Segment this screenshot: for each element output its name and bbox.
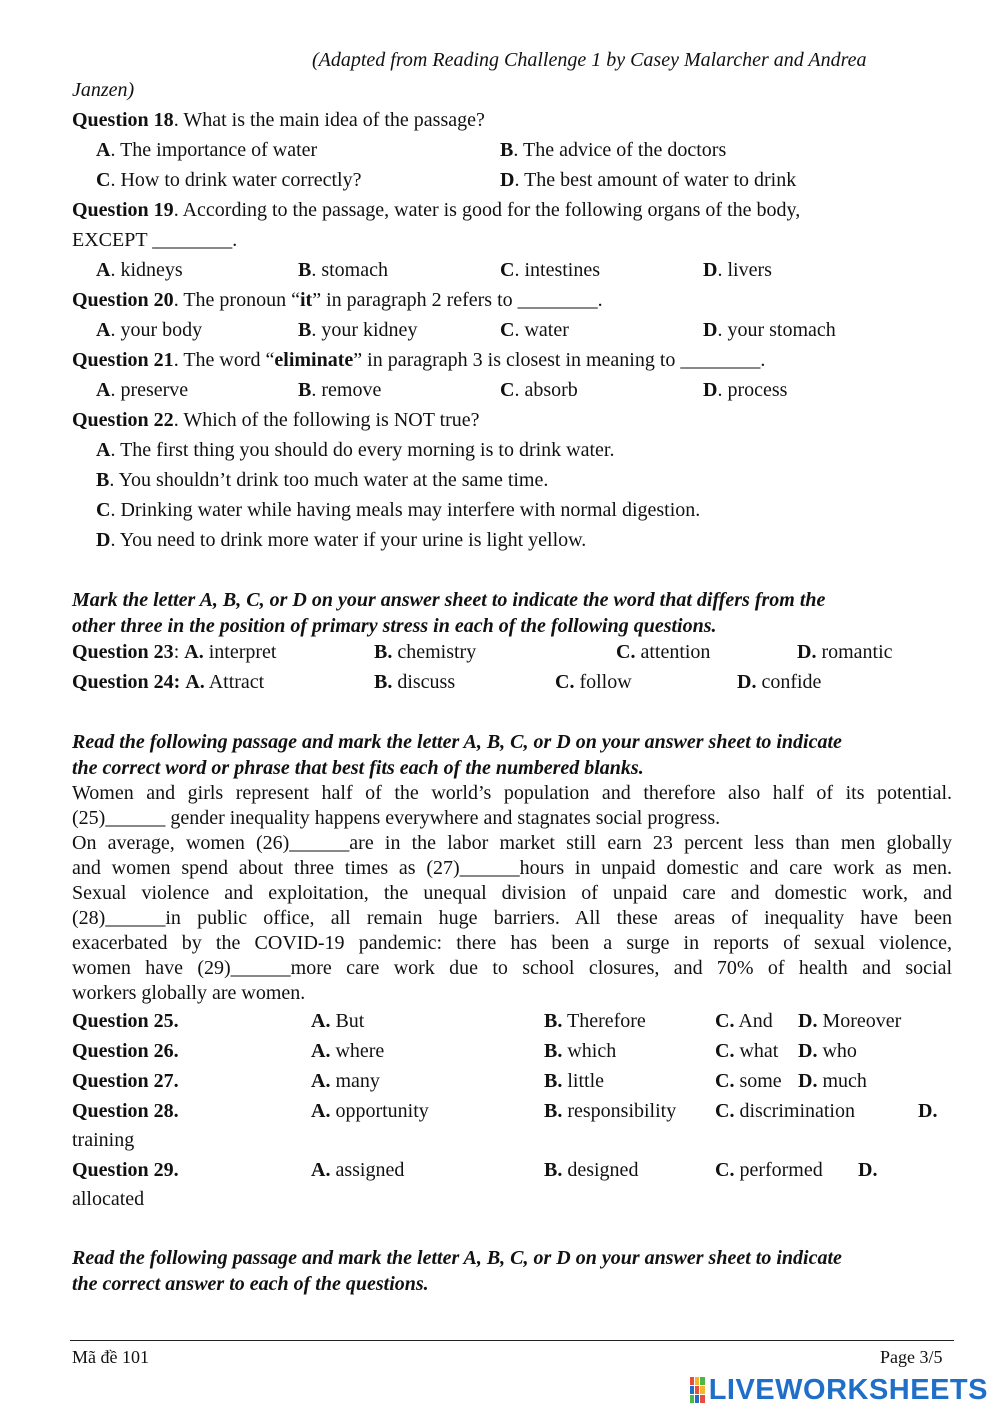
page-number: Page 3/5 (880, 1347, 943, 1367)
option-text: . The advice of the doctors (513, 139, 727, 161)
option-a[interactable] (311, 1009, 364, 1033)
option-letter: A (96, 379, 111, 401)
liveworksheets-mark-icon (690, 1377, 705, 1403)
option-b[interactable] (544, 1039, 616, 1063)
stress-instruction-line-1: Mark the letter A, B, C, or D on your answer sheet to indicate the word that differs from the (72, 589, 826, 611)
question-text: ” in paragraph 2 refers to ________. (312, 289, 603, 311)
question-21 (72, 348, 765, 372)
option-text: . intestines (514, 259, 600, 281)
option-text: . water (514, 319, 569, 341)
option-letter: C (500, 379, 515, 401)
question-text: ” in paragraph 3 is closest in meaning to ________. (353, 349, 766, 371)
option-text: . kidneys (110, 259, 183, 281)
option-d[interactable] (918, 1099, 937, 1123)
option-letter: D. (918, 1100, 938, 1122)
option-letter: A. (184, 641, 204, 663)
option-letter: C (96, 499, 111, 521)
cloze-instruction-line-1: Read the following passage and mark the letter A, B, C, or D on your answer sheet to indicate (72, 731, 842, 753)
option-letter: B. (544, 1010, 563, 1032)
option-text: where (330, 1040, 385, 1062)
option-letter: A. (311, 1100, 331, 1122)
option-letter: D (703, 319, 718, 341)
question-26 (72, 1039, 179, 1063)
option-d[interactable] (737, 670, 821, 694)
option-text: . remove (311, 379, 382, 401)
option-letter: C (500, 259, 515, 281)
option-c[interactable] (96, 498, 700, 522)
option-letter: C (500, 319, 515, 341)
option-d[interactable] (500, 168, 796, 192)
option-letter: D. (858, 1159, 878, 1181)
question-24 (72, 670, 264, 694)
option-c[interactable] (500, 318, 569, 342)
question-25 (72, 1009, 179, 1033)
passage-line: On average, women (26)______are in the labor market still earn 23 percent less than men globally (72, 832, 952, 854)
option-text: which (562, 1040, 617, 1062)
option-a[interactable] (185, 671, 264, 693)
option-c[interactable] (500, 378, 578, 402)
option-text: . You need to drink more water if your urine is light yellow. (110, 529, 587, 551)
option-letter: D (703, 379, 718, 401)
option-letter: B (298, 259, 312, 281)
citation-line-2: Janzen) (72, 79, 135, 101)
option-text: . your kidney (311, 319, 418, 341)
option-letter: B. (544, 1040, 563, 1062)
option-letter: C (96, 169, 111, 191)
option-c[interactable] (715, 1039, 778, 1063)
stress-instruction-line-2: other three in the position of primary stress in each of the following questions. (72, 615, 717, 637)
option-text: . stomach (311, 259, 388, 281)
option-d-text[interactable]: training (72, 1129, 135, 1151)
option-d[interactable] (703, 378, 787, 402)
question-text: . Which of the following is NOT true? (173, 409, 480, 431)
option-letter: A. (311, 1159, 331, 1181)
question-18 (72, 108, 485, 132)
option-text: discrimination (734, 1100, 855, 1122)
option-b[interactable] (374, 640, 476, 664)
option-a[interactable] (96, 138, 317, 162)
option-a[interactable] (96, 258, 183, 282)
option-text: chemistry (392, 641, 477, 663)
option-letter: B. (374, 671, 393, 693)
option-text: follow (574, 671, 632, 693)
option-text: . absorb (514, 379, 578, 401)
option-a[interactable] (311, 1069, 380, 1093)
option-text: . You shouldn’t drink too much water at the same time. (109, 469, 549, 491)
option-text: . The importance of water (110, 139, 318, 161)
option-text: . preserve (110, 379, 189, 401)
option-letter: D (96, 529, 111, 551)
question-28 (72, 1099, 179, 1123)
option-a[interactable] (96, 378, 188, 402)
option-a[interactable] (184, 641, 276, 663)
reading-instruction-line-2: the correct answer to each of the questions. (72, 1273, 429, 1295)
option-c[interactable] (715, 1009, 773, 1033)
question-19 (72, 198, 800, 222)
option-b[interactable] (544, 1099, 676, 1123)
option-b[interactable] (298, 318, 417, 342)
question-label: Question 29. (72, 1159, 179, 1181)
option-text: . your body (110, 319, 203, 341)
option-letter: D. (737, 671, 757, 693)
option-letter: A (96, 319, 111, 341)
option-d[interactable] (798, 1009, 901, 1033)
option-c[interactable] (616, 640, 710, 664)
option-c[interactable] (500, 258, 600, 282)
option-b[interactable] (544, 1158, 638, 1182)
passage-line: (25)______ gender inequality happens everywhere and stagnates social progress. (72, 807, 721, 829)
option-text: little (562, 1070, 605, 1092)
question-label: Question 21 (72, 349, 174, 371)
citation-line-1: (Adapted from Reading Challenge 1 by Casey Malarcher and Andrea (312, 49, 867, 71)
exam-code: Mã đề 101 (72, 1347, 149, 1367)
option-d[interactable] (703, 318, 836, 342)
option-text: . process (717, 379, 788, 401)
passage-line: Women and girls represent half of the world’s population and therefore also half of its potential. (72, 782, 952, 804)
passage-line: Sexual violence and exploitation, the unequal division of unpaid care and domestic work, and (72, 882, 952, 904)
option-c[interactable] (555, 670, 632, 694)
question-label: Question 23 (72, 641, 174, 663)
option-c[interactable] (715, 1099, 855, 1123)
option-b[interactable] (374, 670, 455, 694)
option-text: . The best amount of water to drink (514, 169, 797, 191)
option-text: But (330, 1010, 365, 1032)
option-letter: B. (544, 1070, 563, 1092)
passage-line: (28)______in public office, all remain huge barriers. All these areas of inequality have been (72, 907, 952, 929)
option-d[interactable] (858, 1158, 877, 1182)
option-letter: B (500, 139, 514, 161)
question-22 (72, 408, 480, 432)
option-text: many (330, 1070, 380, 1092)
option-b[interactable] (500, 138, 726, 162)
question-text: . The word “ (173, 349, 275, 371)
option-letter: A (96, 439, 111, 461)
question-29 (72, 1158, 179, 1182)
option-a[interactable] (96, 438, 614, 462)
option-letter: B. (374, 641, 393, 663)
cloze-passage (72, 781, 952, 1006)
option-text: who (817, 1040, 857, 1062)
option-text: . your stomach (717, 319, 836, 341)
passage-line: exacerbated by the COVID-19 pandemic: there has been a surge in reports of sexual violence, (72, 932, 952, 954)
option-c[interactable] (715, 1069, 782, 1093)
option-letter: B (96, 469, 110, 491)
option-letter: D. (798, 1070, 818, 1092)
option-a[interactable] (96, 318, 202, 342)
option-d[interactable] (703, 258, 772, 282)
question-label: Question 26. (72, 1040, 179, 1062)
option-text: designed (562, 1159, 639, 1181)
logo-text: LIVEWORKSHEETS (708, 1373, 988, 1406)
passage-line: workers globally are women. (72, 982, 306, 1004)
option-d-text[interactable]: allocated (72, 1188, 145, 1210)
passage-line: women have (29)______more care work due to school closures, and 70% of health and social (72, 957, 952, 979)
option-text: And (734, 1010, 773, 1032)
option-letter: B (298, 379, 312, 401)
option-letter: C. (715, 1100, 735, 1122)
option-text: opportunity (330, 1100, 429, 1122)
option-letter: B (298, 319, 312, 341)
option-letter: A. (185, 671, 205, 693)
option-letter: D (703, 259, 718, 281)
question-label: Question 22 (72, 409, 174, 431)
option-letter: C. (715, 1070, 735, 1092)
question-keyword: eliminate (274, 349, 354, 371)
option-letter: C. (715, 1159, 735, 1181)
option-letter: D (500, 169, 515, 191)
question-label: Question 20 (72, 289, 174, 311)
question-23 (72, 640, 276, 664)
option-text: romantic (816, 641, 893, 663)
option-text: . The first thing you should do every morning is to drink water. (110, 439, 615, 461)
option-letter: C. (715, 1040, 735, 1062)
option-letter: C. (555, 671, 575, 693)
option-b[interactable] (544, 1069, 604, 1093)
option-letter: A. (311, 1070, 331, 1092)
option-letter: A (96, 259, 111, 281)
passage-line: and women spend about three times as (27)______hours in unpaid domestic and care work as men. (72, 857, 952, 879)
option-text: Therefore (562, 1010, 646, 1032)
option-c[interactable] (715, 1158, 823, 1182)
option-text: what (734, 1040, 779, 1062)
question-27 (72, 1069, 179, 1093)
option-a[interactable] (311, 1099, 429, 1123)
option-text: . livers (717, 259, 772, 281)
footer-divider (70, 1340, 954, 1341)
option-d[interactable] (798, 1069, 867, 1093)
question-keyword: it (299, 289, 313, 311)
question-label: Question 24: (72, 671, 181, 693)
option-d[interactable] (798, 1039, 857, 1063)
reading-instruction-line-1: Read the following passage and mark the letter A, B, C, or D on your answer sheet to indicate (72, 1247, 842, 1269)
question-text: . What is the main idea of the passage? (173, 109, 485, 131)
option-b[interactable] (298, 378, 381, 402)
option-text: attention (635, 641, 711, 663)
question-separator: : (173, 641, 185, 663)
question-text: . According to the passage, water is good for the following organs of the body, (173, 199, 801, 221)
option-text: performed (734, 1159, 823, 1181)
option-b[interactable] (544, 1009, 646, 1033)
option-text: assigned (330, 1159, 405, 1181)
option-letter: C. (616, 641, 636, 663)
question-label: Question 18 (72, 109, 174, 131)
option-text: some (734, 1070, 782, 1092)
option-b[interactable] (96, 468, 548, 492)
option-d[interactable] (797, 640, 893, 664)
option-b[interactable] (298, 258, 388, 282)
option-letter: B. (544, 1100, 563, 1122)
option-letter: C. (715, 1010, 735, 1032)
liveworksheets-logo (690, 1374, 988, 1406)
option-letter: A. (311, 1040, 331, 1062)
question-label: Question 28. (72, 1100, 179, 1122)
option-letter: D. (798, 1040, 818, 1062)
question-label: Question 19 (72, 199, 174, 221)
cloze-instruction-line-2: the correct word or phrase that best fits each of the numbered blanks. (72, 757, 644, 779)
option-letter: A. (311, 1010, 331, 1032)
option-letter: B. (544, 1159, 563, 1181)
option-text: . How to drink water correctly? (110, 169, 362, 191)
option-text: Moreover (817, 1010, 902, 1032)
option-text: interpret (203, 641, 277, 663)
option-text: confide (756, 671, 822, 693)
option-letter: A (96, 139, 111, 161)
question-20 (72, 288, 603, 312)
option-text: Attract (204, 671, 265, 693)
question-label: Question 27. (72, 1070, 179, 1092)
question-19-continued: EXCEPT ________. (72, 229, 238, 251)
option-a[interactable] (311, 1158, 404, 1182)
option-text: . Drinking water while having meals may interfere with normal digestion. (110, 499, 701, 521)
question-label: Question 25. (72, 1010, 179, 1032)
option-a[interactable] (311, 1039, 384, 1063)
option-text: discuss (392, 671, 456, 693)
option-c[interactable] (96, 168, 361, 192)
option-letter: D. (798, 1010, 818, 1032)
option-letter: D. (797, 641, 817, 663)
option-d[interactable] (96, 528, 586, 552)
option-text: responsibility (562, 1100, 677, 1122)
option-text: much (817, 1070, 867, 1092)
question-text: . The pronoun “ (173, 289, 300, 311)
